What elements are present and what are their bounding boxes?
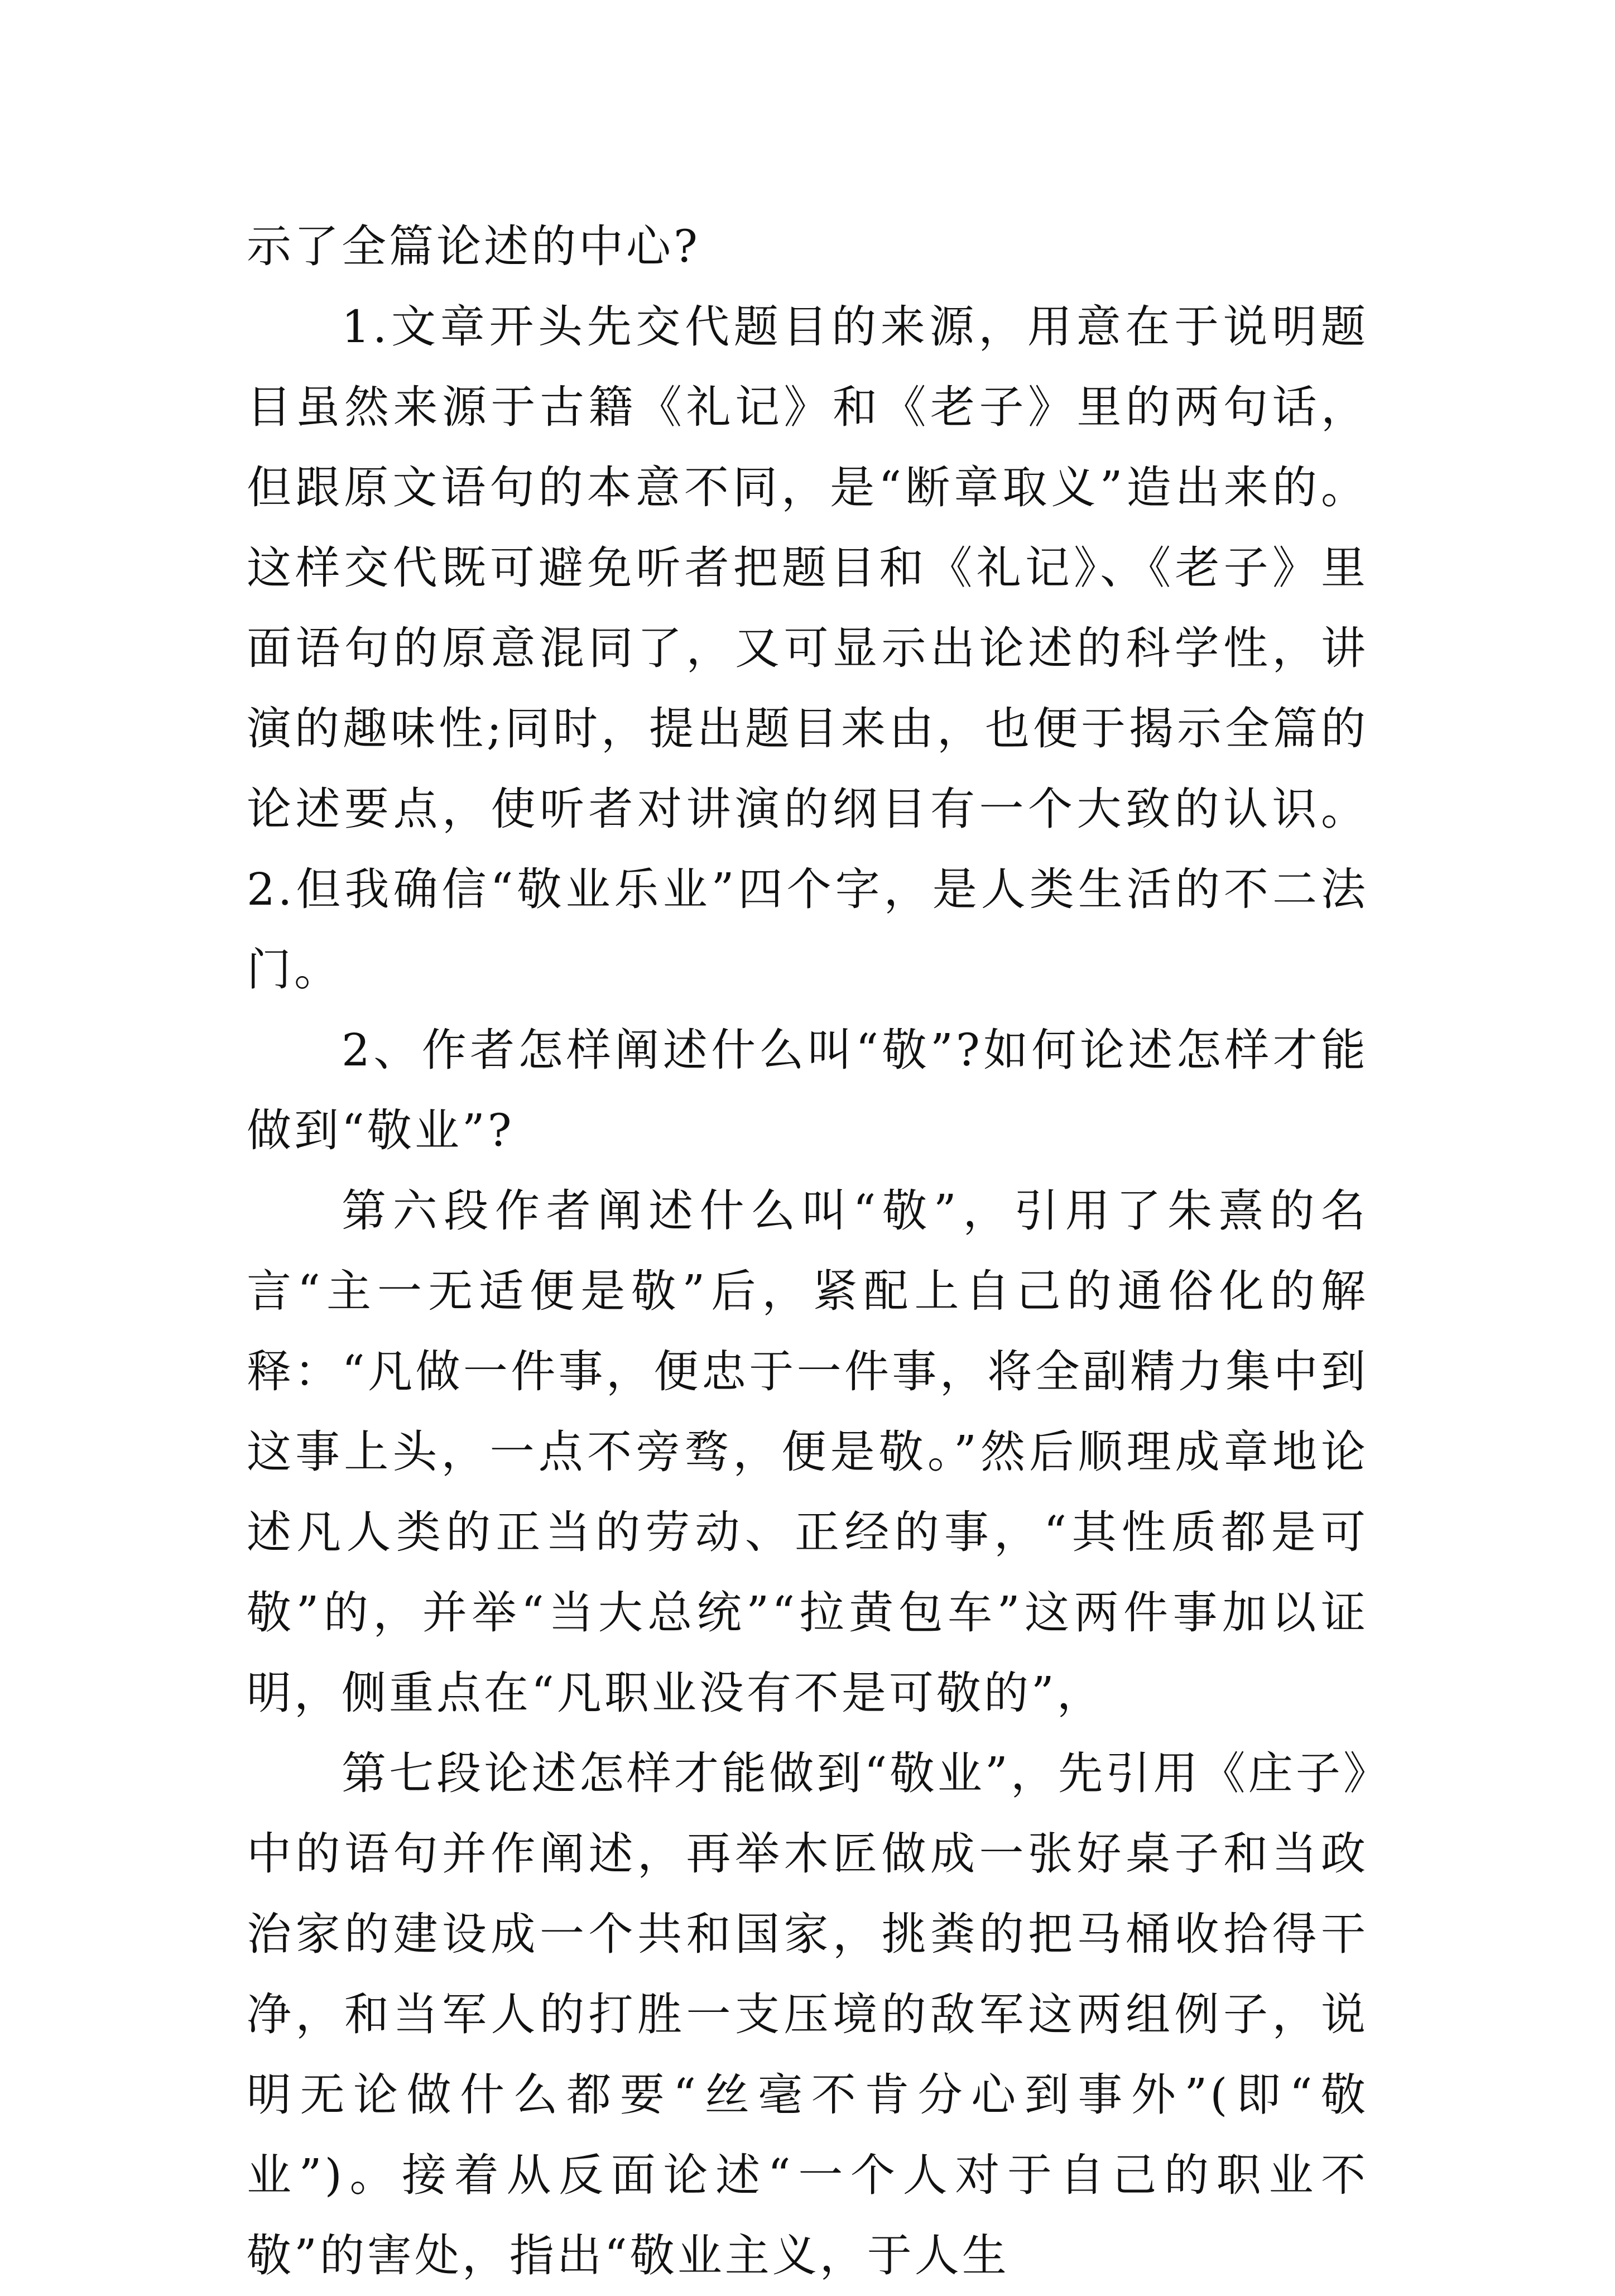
document-body bbox=[247, 206, 1368, 2296]
paragraph-section-seven: 第七段论述怎样才能做到“敬业”，先引用《庄子》中的语句并作阐述，再举木匠做成一张好桌子和当政治家的建设成一个共和国家，挑粪的把马桶收拾得干净，和当军人的打胜一支压境的敌军这两组例子，说明无论做什么都要“丝毫不肯分心到事外”(即“敬业”)。接着从反面论述“一个人对于自己的职业不敬”的害处，指出“敬业主义，于人生 bbox=[247, 1747, 1368, 2281]
paragraph-question-2: 2、作者怎样阐述什么叫“敬”?如何论述怎样才能做到“敬业”? bbox=[247, 1024, 1368, 1156]
paragraph-section-six: 第六段作者阐述什么叫“敬”，引用了朱熹的名言“主一无适便是敬”后，紧配上自己的通俗化的解释：“凡做一件事，便忠于一件事，将全副精力集中到这事上头，一点不旁骛，便是敬。”然后顺理成章地论述凡人类的正当的劳动、正经的事，“其性质都是可敬”的，并举“当大总统”“拉黄包车”这两件事加以证明，侧重点在“凡职业没有不是可敬的”， bbox=[247, 1185, 1368, 1719]
paragraph-continuation: 示了全篇论述的中心? bbox=[247, 220, 700, 272]
paragraph-answer-1: 1.文章开头先交代题目的来源，用意在于说明题目虽然来源于古籍《礼记》和《老子》里的两句话，但跟原文语句的本意不同，是“断章取义”造出来的。这样交代既可避免听者把题目和《礼记》、《老子》里面语句的原意混同了，又可显示出论述的科学性，讲演的趣味性;同时，提出题目来由，也便于揭示全篇的论述要点，使听者对讲演的纲目有一个大致的认识。2.但我确信“敬业乐业”四个字，是人类生活的不二法门。 bbox=[247, 301, 1368, 996]
